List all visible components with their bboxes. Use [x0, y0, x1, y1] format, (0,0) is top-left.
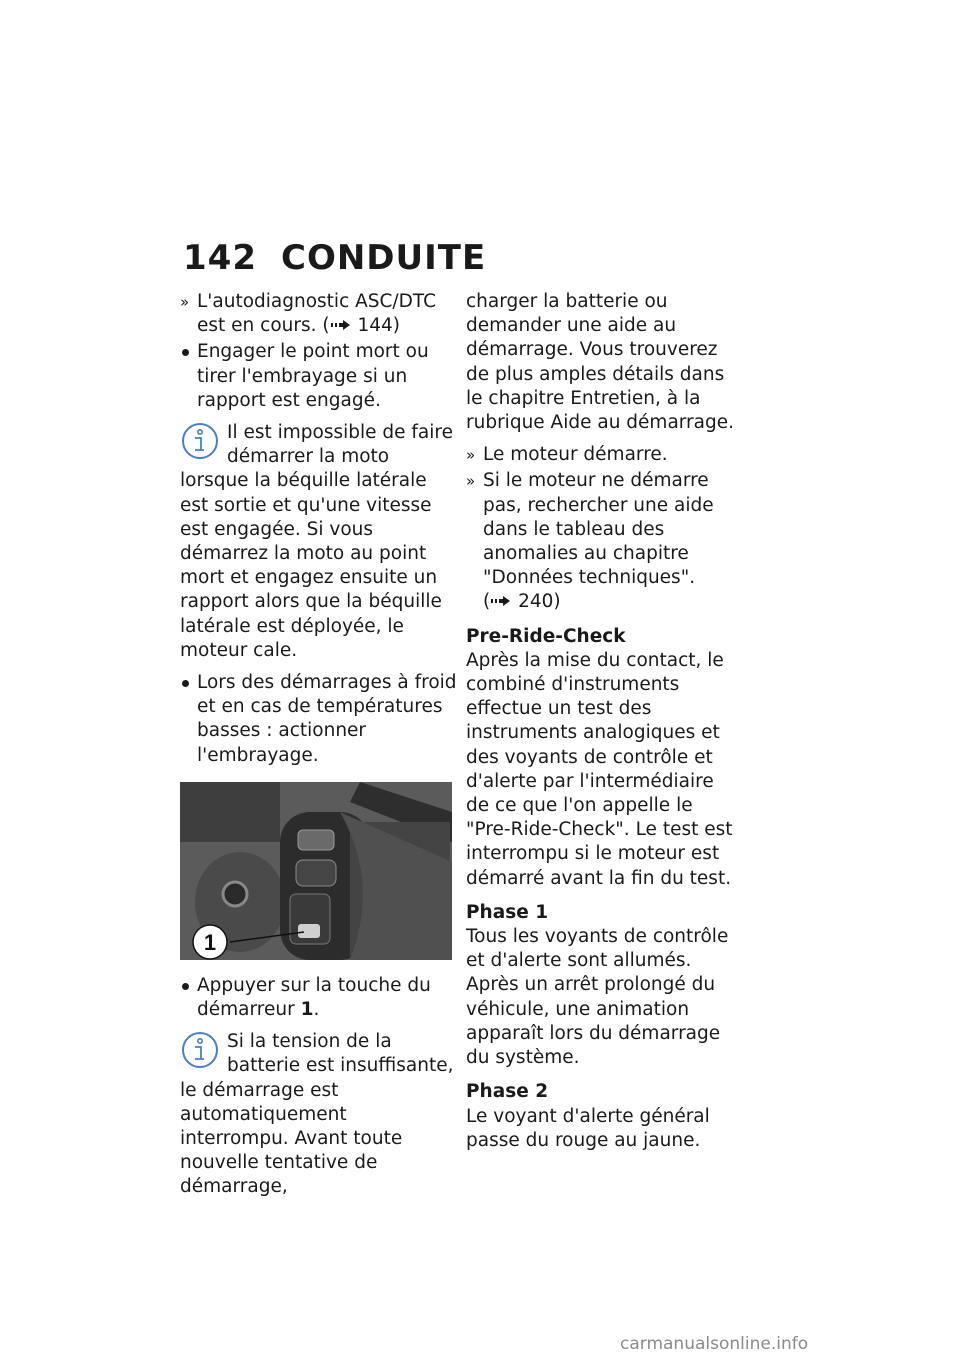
list-item	[180, 671, 458, 768]
page-reference[interactable]: ( 144)	[322, 315, 401, 337]
item-text: Lors des démarrages à froid et en cas de températures basses : actionner l'embrayage.	[197, 672, 457, 766]
item-callout-ref: 1	[300, 999, 314, 1021]
page-reference[interactable]: ( 240)	[483, 591, 561, 613]
result-chevron-icon: »	[466, 472, 476, 491]
bullet-icon	[182, 680, 189, 687]
section-heading: Phase 1	[466, 901, 549, 923]
section-heading: Pre-Ride-Check	[466, 625, 626, 647]
list-item	[466, 443, 742, 467]
arrow-right-icon	[330, 318, 352, 332]
list-item: Appuyer sur la touche du démarreur 1.	[180, 974, 458, 1022]
note-text: Il est impossible de faire démarrer la moto lorsque la béquille latérale est sortie et qu'une vitesse est engagée. Si vous démarrez la moto au point mort et engagez ensuite un rapport alors que la béquille latérale est déployée, le moteur cale.	[180, 422, 453, 661]
item-text: Le moteur démarre.	[483, 444, 668, 466]
bullet-icon	[182, 983, 189, 990]
figure-callout-1: 1	[203, 929, 217, 955]
info-note	[180, 421, 458, 663]
note-continuation: charger la batterie ou demander une aide au démarrage. Vous trouverez de plus amples détails dans le chapitre Entretien, à la rubrique Aide au démarrage.	[466, 291, 735, 434]
arrow-right-icon	[490, 594, 512, 608]
list-item	[466, 469, 742, 614]
item-text: Appuyer sur la touche du démarreur	[197, 974, 431, 1021]
left-column	[180, 290, 458, 1208]
bullet-icon	[182, 349, 189, 356]
result-chevron-icon: »	[466, 446, 476, 465]
list-item	[180, 290, 458, 338]
paragraph: Après la mise du contact, le combiné d'instruments effectue un test des instruments analogiques et des voyants de contrôle et d'alerte par l'intermédiaire de ce que l'on appelle le "Pre-Ride-Check". Le test est interrompu si le moteur est démarré avant la fin du test.	[466, 649, 733, 889]
item-text: L'autodiagnostic ASC/DTC est en cours.	[197, 291, 437, 337]
paragraph: Le voyant d'alerte général passe du rouge au jaune.	[466, 1105, 710, 1151]
info-icon	[180, 421, 220, 461]
page-header	[183, 238, 486, 278]
page-reference-number: 240)	[518, 591, 561, 613]
right-column	[466, 290, 742, 1161]
watermark: carmanualsonline.info	[620, 1334, 809, 1354]
page-reference-number: 144)	[357, 315, 401, 337]
item-text: Si le moteur ne démarre pas, rechercher une aide dans le tableau des anomalies au chapitre "Données techniques".	[483, 470, 714, 589]
item-text: Engager le point mort ou tirer l'embrayage si un rapport est engagé.	[197, 341, 429, 411]
handlebar-switch-photo	[180, 782, 452, 960]
section-heading: Phase 2	[466, 1081, 549, 1103]
result-chevron-icon: »	[180, 293, 190, 311]
paragraph: Tous les voyants de contrôle et d'alerte sont allumés.	[466, 926, 729, 972]
chapter-title: CONDUITE	[281, 238, 487, 278]
info-note	[180, 1030, 458, 1199]
page-number: 142	[183, 238, 257, 278]
paragraph: Après un arrêt prolongé du véhicule, une animation apparaît lors du démarrage du système.	[466, 974, 721, 1069]
info-icon	[180, 1030, 220, 1070]
list-item	[180, 340, 458, 413]
note-text: Si la tension de la batterie est insuffisante, le démarrage est automatiquement interrompu. Avant toute nouvelle tentative de démarrage,	[180, 1031, 454, 1198]
